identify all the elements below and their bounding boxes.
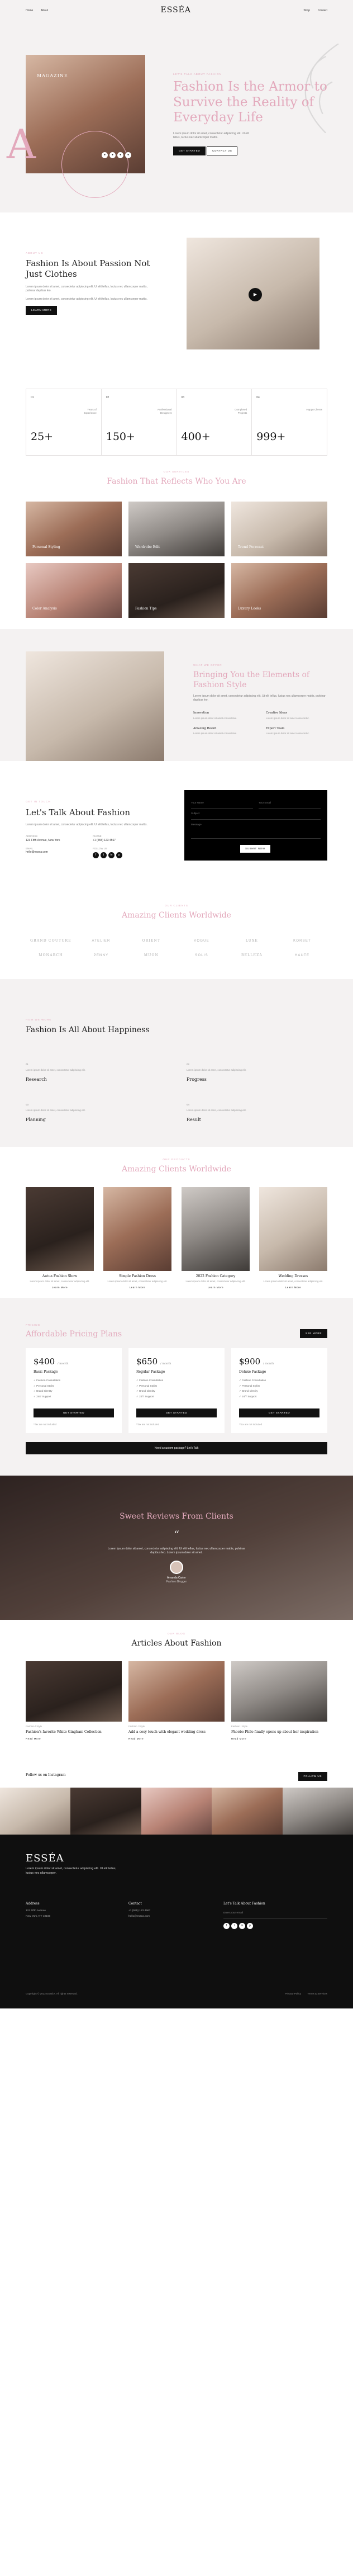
footer-contact-heading: Contact [128,1902,142,1906]
article-title[interactable]: Phoebe Philo finally opens up about her inspiration [231,1730,318,1734]
article-card[interactable] [26,1661,122,1741]
contact-info [26,835,154,858]
offer-title: Bringing You the Elements of Fashion Style [193,670,310,689]
check-icon: ✓ [136,1384,140,1387]
offer-item [193,727,255,735]
hero-big-letter: A [7,121,36,168]
products-header [0,1147,353,1175]
stat-label: Professional Designers [158,408,172,415]
review-content [0,1511,353,1584]
offer-item [193,711,255,720]
product-image [103,1187,171,1271]
facebook-icon[interactable]: f [223,1923,230,1929]
plan-feature [239,1389,319,1393]
plan-feature-text: Personal Stylist [139,1384,157,1387]
article-tag: Fashion / Style [231,1725,248,1728]
stat-card [26,389,102,455]
services-title: Fashion That Reflects Who You Are [107,477,246,486]
plan-price [136,1356,217,1368]
plan-name: Deluxe Package [239,1370,266,1374]
product-link[interactable]: Learn More [129,1285,146,1289]
product-name: Simple Fashion Dress [119,1274,156,1278]
product-card[interactable] [26,1187,94,1289]
about-section [0,212,353,383]
message-field[interactable]: Message [191,820,321,839]
plan-feature [136,1389,217,1393]
stat-index: 01 [31,396,34,399]
clients-header [0,895,353,921]
plan-price-period: / month [57,1362,69,1365]
offer-image [26,651,164,761]
products-title: Amazing Clients Worldwide [122,1165,231,1174]
about-eyebrow: ABOUT US [26,252,44,254]
contact-phone-value[interactable]: +1 (555) 123 4567 [93,838,116,842]
client-logos [26,939,327,958]
offer-item-title: Creative Ideas [266,711,288,715]
stat-number: 400+ [181,431,211,443]
client-logo: SOLIS [195,954,208,958]
social-links [93,852,154,858]
client-logo: VOGUE [194,939,209,943]
article-title[interactable]: Fashion's favorite White Gingham Collection [26,1730,102,1734]
name-field[interactable]: Your Name [191,798,253,809]
magazine-badge: MAGAZINE [37,73,68,78]
process-section [0,979,353,1147]
article-card[interactable] [231,1661,327,1741]
services-header [0,461,353,488]
client-logo: MUON [144,953,159,958]
stat-index: 02 [106,396,109,399]
service-caption: Color Analysis [32,607,57,611]
contact-email-label: EMAIL [26,847,34,850]
contact-eyebrow: GET IN TOUCH [26,800,51,803]
slider-dot-icon[interactable]: ● [125,152,131,158]
step-title: Research [26,1077,47,1083]
contact-section [0,761,353,895]
instagram-label: Follow us on Instagram [26,1773,66,1777]
plan-feature [239,1384,319,1388]
product-link[interactable]: Learn More [207,1285,224,1289]
contact-text [26,800,154,858]
plan-feature [136,1395,217,1398]
client-logo: BELLEZA [241,953,263,958]
instagram-photo[interactable] [141,1788,212,1835]
contact-phone-label: PHONE [93,835,102,838]
top-navbar [0,0,353,21]
about-paragraph: Lorem ipsum dolor sit amet, consectetur adipiscing elit. Ut elit tellus, luctus nec ullamcorper mattis. [26,297,147,301]
check-icon: ✓ [136,1379,140,1382]
step-index: 04 [187,1103,189,1106]
article-tag: Fashion / Style [128,1725,145,1728]
slider-dots [102,152,131,158]
pricing-eyebrow: PRICING [26,1324,41,1326]
product-link[interactable]: Learn More [51,1285,68,1289]
plan-feature [239,1395,319,1398]
pinterest-icon[interactable]: p [247,1923,253,1929]
product-desc: Lorem ipsum dolor sit amet, consectetur adipiscing elit. [107,1280,168,1283]
contact-address-label: ADDRESS [26,835,38,838]
play-icon[interactable]: ▶ [249,288,262,301]
step-desc: Lorem ipsum dolor sit amet, consectetur adipiscing elit. [187,1109,246,1112]
offer-item [266,727,327,735]
plan-feature-text: Personal Stylist [36,1384,54,1387]
step-title: Progress [187,1077,207,1083]
about-paragraph: Lorem ipsum dolor sit amet, consectetur adipiscing elit. Ut elit tellus, luctus nec ullamcorper mattis, pulvinar dapibus leo. [26,285,147,292]
contact-title: Let's Talk About Fashion [26,807,130,818]
offer-item-desc: Lorem ipsum dolor sit amet consectetur. [193,716,237,720]
client-logo: GRAND COUTURE [30,939,71,943]
process-step [187,1103,254,1123]
plan-feature-text: Brand Identity [139,1389,155,1393]
read-more-link[interactable]: Read More [231,1737,247,1740]
check-icon: ✓ [239,1379,242,1382]
contact-form [184,790,327,861]
clients-title: Amazing Clients Worldwide [122,911,231,920]
step-title: Planning [26,1117,46,1123]
check-icon: ✓ [136,1395,140,1398]
slider-dot-icon[interactable]: ● [117,152,123,158]
plan-feature [136,1384,217,1388]
service-caption: Trend Forecast [238,545,264,549]
read-more-link[interactable]: Read More [26,1737,41,1740]
subject-field[interactable]: Subject [191,809,321,819]
offer-section [0,629,353,761]
client-logo: ATELIER [92,939,111,943]
about-title: Fashion Is About Passion Not Just Clothes [26,258,150,280]
nav-link-contact[interactable]: Contact [317,8,327,12]
plan-note: *Tax are not included [136,1422,160,1426]
instagram-strip [0,1788,353,1835]
check-icon: ✓ [34,1395,37,1398]
plan-price [239,1356,319,1368]
follow-us-button[interactable]: FOLLOW US [298,1772,327,1781]
stat-card [177,389,252,455]
plan-feature-text: 24/7 Support [139,1395,154,1398]
pricing-plan [128,1348,225,1433]
footer-about: Lorem ipsum dolor sit amet, consectetur adipiscing elit. Ut elit tellus, luctus nec ullamcorper. [26,1867,117,1875]
nav-link-home[interactable]: Home [26,8,34,12]
step-desc: Lorem ipsum dolor sit amet, consectetur adipiscing elit. [187,1069,246,1072]
reviewer-name: Amanda Carter [167,1576,186,1580]
process-title: Fashion Is All About Happiness [26,1025,150,1035]
instagram-section [0,1765,353,1835]
client-logo: ORIENT [142,939,161,943]
offer-grid [193,711,327,735]
hero-section [0,21,353,212]
footer-social-links [223,1923,327,1929]
footer-address-heading: Address [26,1902,40,1906]
footer-bottom [26,1992,327,1996]
reviewer-role: Fashion Blogger [166,1580,187,1584]
instagram-photo[interactable] [0,1788,70,1835]
step-desc: Lorem ipsum dolor sit amet, consectetur adipiscing elit. [26,1109,85,1112]
step-index: 02 [187,1063,189,1066]
stat-index: 03 [181,396,185,399]
plan-note: *Tax are not included [239,1422,263,1426]
product-card[interactable] [103,1187,171,1289]
check-icon: ✓ [136,1389,140,1393]
stat-number: 150+ [106,431,135,443]
circle-decoration [61,131,128,198]
hero-text [173,73,330,155]
product-image [26,1187,94,1271]
footer-subscribe [223,1902,327,1929]
reviews-section [0,1476,353,1620]
see-more-button[interactable]: SEE MORE [300,1329,327,1338]
products-section [0,1147,353,1298]
terms-link[interactable]: Terms & Services [307,1992,327,1995]
footer-contact-col [128,1902,150,1921]
product-card[interactable] [182,1187,250,1289]
form-row [191,798,321,809]
process-step [26,1063,93,1083]
product-name: 2022 Fashion Category [195,1274,236,1278]
instagram-photo[interactable] [212,1788,282,1835]
review-text: Lorem ipsum dolor sit amet, consectetur adipiscing elit. Ut elit tellus, luctus nec ullamcorper mattis, pulvinar dapibus leo. Lorem ipsum dolor sit amet. [108,1547,245,1554]
offer-text [193,664,327,735]
instagram-photo[interactable] [70,1788,141,1835]
email-field[interactable]: Your Email [259,798,321,809]
plan-get-started-button[interactable]: GET STARTED [239,1408,319,1417]
article-image [231,1661,327,1722]
quote-icon: “ [173,1528,180,1542]
slider-dot-icon[interactable]: ● [109,152,116,158]
process-eyebrow: HOW WE WORK [26,1018,52,1021]
footer-legal-links [279,1992,327,1996]
check-icon: ✓ [239,1395,242,1398]
footer-address-col [26,1902,50,1921]
article-title[interactable]: Add a cosy touch with elegant wedding dress [128,1730,206,1734]
offer-item-title: Innovation [193,711,209,715]
instagram-photo[interactable] [283,1788,353,1835]
brand-logo[interactable]: ESSÉA [160,6,191,15]
check-icon: ✓ [239,1389,242,1393]
check-icon: ✓ [239,1384,242,1387]
services-section [0,461,353,629]
clients-eyebrow: OUR CLIENTS [165,904,188,907]
plan-name: Basic Package [34,1370,58,1374]
step-index: 03 [26,1103,28,1106]
hero-description: Lorem ipsum dolor sit amet, consectetur adipiscing elit. Ut elit tellus, luctus nec ullamcorper mattis. [173,131,249,139]
linkedin-icon[interactable]: in [239,1923,245,1929]
offer-item-desc: Lorem ipsum dolor sit amet consectetur. [266,732,309,735]
plan-price-value: $400 [34,1356,55,1367]
footer-address-line: 123 Fifth Avenue [26,1909,46,1913]
stats-row [26,389,327,456]
plan-feature [34,1395,114,1398]
step-title: Result [187,1117,201,1123]
plan-price-value: $900 [239,1356,261,1367]
plan-feature-text: 24/7 Support [36,1395,51,1398]
stats-section [0,383,353,461]
article-card[interactable] [128,1661,225,1741]
check-icon: ✓ [34,1389,37,1393]
contact-address [26,835,87,842]
client-logo: MONARCH [39,953,63,958]
offer-item-desc: Lorem ipsum dolor sit amet consectetur. [266,716,309,720]
plan-feature-text: Brand Identity [242,1389,258,1393]
stat-number: 25+ [31,431,54,443]
stat-card [252,389,327,455]
learn-more-button[interactable]: LEARN MORE [26,306,57,315]
stat-label: Completed Projects [235,408,247,415]
services-eyebrow: OUR SERVICES [163,470,190,473]
products-eyebrow: OUR PRODUCTS [163,1158,190,1161]
client-logo: PENNY [93,954,109,958]
contact-follow-label: FOLLOW US [93,847,107,850]
articles-section [0,1620,353,1765]
plan-name: Regular Package [136,1370,165,1374]
nav-right-links [297,8,327,13]
plan-get-started-button[interactable]: GET STARTED [136,1408,217,1417]
footer-logo[interactable]: ESSÉA [26,1852,64,1864]
plan-price [34,1356,114,1368]
articles-title: Articles About Fashion [131,1639,222,1648]
stat-label: Happy Clients [306,408,322,411]
service-caption: Fashion Tips [135,607,157,611]
product-name: Wedding Dresses [278,1274,308,1278]
custom-package-bar[interactable]: Need a custom package? Let's Talk [26,1442,327,1454]
product-card[interactable] [259,1187,327,1289]
article-image [128,1661,225,1722]
footer-email[interactable]: hello@essea.com [128,1915,150,1918]
plan-feature [34,1389,114,1393]
plan-feature-text: Personal Stylist [242,1384,260,1387]
offer-eyebrow: WHAT WE OFFER [193,664,222,667]
about-text [26,252,154,315]
read-more-link[interactable]: Read More [128,1737,144,1740]
reviews-title: Sweet Reviews From Clients [120,1512,233,1521]
plan-price-value: $650 [136,1356,158,1367]
footer-address-line: New York, NY 10160 [26,1915,51,1918]
nav-left-links [26,8,55,13]
plan-feature-text: Fashion Consultation [139,1379,164,1382]
pricing-title: Affordable Pricing Plans [26,1330,122,1339]
twitter-icon[interactable]: t [231,1923,237,1929]
footer-phone[interactable]: +1 (555) 123 4567 [128,1909,151,1913]
contact-phone [93,835,154,842]
contact-follow [93,847,154,858]
check-icon: ✓ [34,1384,37,1387]
pricing-section [0,1298,353,1476]
subscribe-heading: Let's Talk About Fashion [223,1902,265,1906]
stat-card [102,389,177,455]
product-desc: Lorem ipsum dolor sit amet, consectetur adipiscing elit. [185,1280,246,1283]
footer [0,1835,353,2008]
product-name: Autua Fashion Show [42,1274,78,1278]
pricing-plan [231,1348,327,1433]
hero-eyebrow: LET'S TALK ABOUT FASHION [173,73,222,75]
article-image [26,1661,122,1722]
service-caption: Wardrobe Edit [135,545,160,549]
product-image [259,1187,327,1271]
contact-email [26,847,87,858]
plan-feature-text: Brand Identity [36,1389,53,1393]
avatar [170,1561,183,1574]
facebook-icon[interactable]: f [93,852,99,858]
linkedin-icon[interactable]: in [108,852,115,858]
process-text [26,1018,193,1036]
clients-section [0,895,353,979]
step-desc: Lorem ipsum dolor sit amet, consectetur adipiscing elit. [26,1069,85,1072]
plan-feature-text: Fashion Consultation [242,1379,266,1382]
subscribe-email-input[interactable]: Enter your email [223,1909,327,1918]
copyright: Copyright © 2022 ESSÉA. All rights reserved. [26,1992,78,1995]
offer-item-desc: Lorem ipsum dolor sit amet consectetur. [193,732,237,735]
product-image [182,1187,250,1271]
plan-feature [34,1379,114,1382]
plan-note: *Tax are not included [34,1422,57,1426]
articles-header [0,1620,353,1649]
offer-item-title: Expert Team [266,726,285,730]
offer-item-title: Amazing Result [193,726,217,730]
privacy-policy-link[interactable]: Privacy Policy [285,1992,301,1995]
submit-button[interactable]: SUBMIT NOW [240,845,270,853]
plan-price-period: / month [160,1362,171,1365]
client-logo: KORSET [293,939,311,943]
contact-description: Lorem ipsum dolor sit amet, consectetur adipiscing elit. Ut elit tellus, luctus nec ullamcorper mattis. [26,823,147,827]
slider-dot-icon[interactable]: ● [102,152,108,158]
contact-email-value[interactable]: hello@essea.com [26,850,48,854]
offer-item [266,711,327,720]
client-logo: HAUTE [294,954,310,958]
stat-index: 04 [256,396,260,399]
process-step [26,1103,93,1123]
contact-address-value: 123 Fifth Avenue, New York [26,838,60,842]
plan-feature [136,1379,217,1382]
product-desc: Lorem ipsum dolor sit amet, consectetur adipiscing elit. [263,1280,323,1283]
check-icon: ✓ [34,1379,37,1382]
article-tag: Fashion / Style [26,1725,42,1728]
product-desc: Lorem ipsum dolor sit amet, consectetur adipiscing elit. [30,1280,90,1283]
offer-description: Lorem ipsum dolor sit amet, consectetur adipiscing elit. Ut elit tellus, luctus nec ullamcorper mattis, pulvinar dapibus leo. [193,694,326,702]
pinterest-icon[interactable]: p [116,852,122,858]
step-index: 01 [26,1063,28,1066]
client-logo: LUXE [245,939,259,943]
twitter-icon[interactable]: t [101,852,107,858]
service-caption: Luxury Looks [238,607,261,611]
plan-feature-text: 24/7 Support [242,1395,257,1398]
contact-us-button[interactable]: CONTACT US [207,146,237,155]
pricing-plan [26,1348,122,1433]
hero-title: Fashion Is the Armor to Survive the Reality of Everyday Life [173,79,327,125]
plan-feature [34,1384,114,1388]
plan-get-started-button[interactable]: GET STARTED [34,1408,114,1417]
stat-number: 999+ [256,431,286,443]
nav-link-about[interactable]: About [41,8,49,12]
nav-link-shop[interactable]: Shop [303,8,311,12]
plan-feature-text: Fashion Consultation [36,1379,61,1382]
get-started-button[interactable]: GET STARTED [173,146,206,155]
articles-eyebrow: OUR BLOG [167,1632,186,1635]
process-step [187,1063,254,1083]
service-caption: Personal Styling [32,545,60,549]
plan-price-period: / month [263,1362,274,1365]
plan-feature [239,1379,319,1382]
product-link[interactable]: Learn More [285,1285,302,1289]
stat-label: Years of Experience [83,408,97,415]
